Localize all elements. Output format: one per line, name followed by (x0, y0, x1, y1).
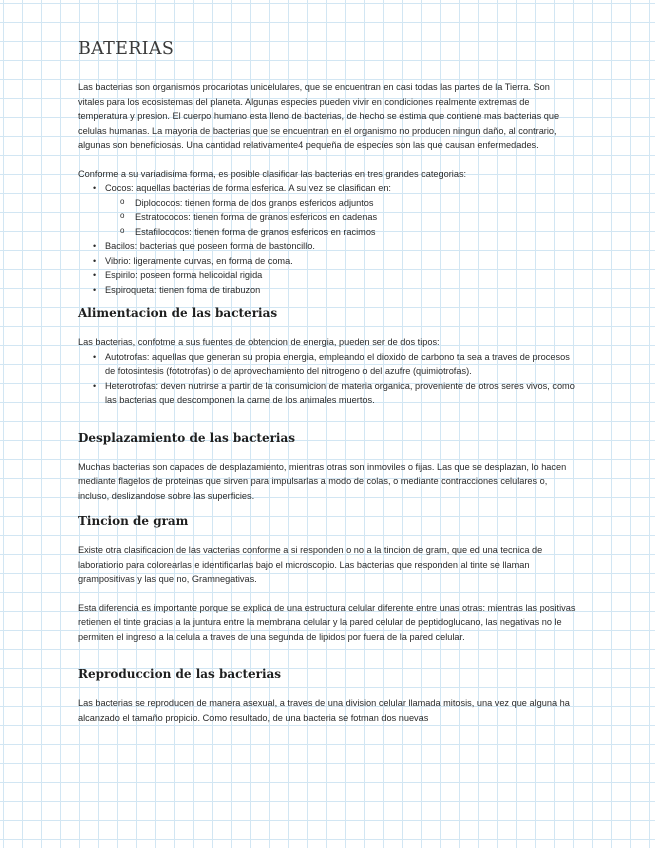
intro-paragraph: Las bacterias son organismos procariotas unicelulares, que se encuentran en casi todas las partes de la Tierra. Son vitales para los ecosistemas del planeta. Algunas especies pueden vivir en condiciones realmente extremas de temperatura y presion. El cuerpo humano esta lleno de bacterias, de hecho se estima que contiene mas bacterias que celulas humanas. La mayoria de bacterias que se encuentran en el organismo no producen ningun daño, al contrario, algunas son beneficiosas. Una cantidad relativamente4 pequeña de especies son las que causan enfermedades. (78, 82, 560, 150)
cocos-sublist (78, 196, 578, 240)
alimentacion-lead: Las bacterias, confotme a sus fuentes de obtencion de energia, pueden ser de dos tipos: (78, 337, 440, 347)
list-item: • Autotrofas: aquellas que generan su propia energia, empleando el dioxido de carbono ta sea a traves de procesos de fotosintesis (fototrofas) o de aprovechamiento del nitrogeno o del azufre (quimiotrofas). (78, 350, 578, 379)
list-item: • Heterotrofas: deven nutrirse a partir de la consumicion de materia organica, proveniente de otros seres vivos, como las bacterias que descomponen la carne de los animales muertos. (78, 379, 578, 408)
classification-list (78, 181, 578, 297)
section-heading-tincion: Tincion de gram (78, 514, 189, 528)
list-item: • Bacilos: bacterias que poseen forma de bastoncillo. (78, 239, 578, 254)
desplazamiento-paragraph: Muchas bacterias son capaces de desplazamiento, mientras otras son inmoviles o fijas. Las que se desplazan, lo hacen mediante flagelos de proteinas que sirven para impulsarlas a modo de colas, o mediante contracciones celulares o, incluso, deslizandose sobre las superficies. (78, 461, 567, 501)
list-item: • Espiroqueta: tienen foma de tirabuzon (78, 283, 578, 298)
tincion-paragraph-1: Existe otra clasificacion de las vacterias conforme a si responden o no a la tincion de gram, que ed una tecnica de laboratiorio para colorearlas e identificarlas bajo el microscopio. Las bacterias que responden al tinte se llaman grampositivas y las que no, Gramnegativas. (78, 545, 543, 584)
document-title: BATERIAS (78, 39, 175, 59)
reproduccion-paragraph: Las bacterias se reproducen de manera asexual, a traves de una division celular llamada mitosis, una vez que alguna ha alcanzado el tamaño propicio. Como resultado, de una bacteria se fotman dos nuevas (78, 698, 570, 723)
alimentacion-list (78, 350, 578, 408)
section-heading-reproduccion: Reproduccion de las bacterias (78, 667, 282, 681)
classification-lead: Conforme a su variadisima forma, es posible clasificar las bacterias en tres grandes categorias: (78, 168, 467, 179)
list-item-cocos: • Cocos: aquellas bacterias de forma esferica. A su vez se clasifican en: o Diplococos: tienen forma de dos granos esfericos adjuntos o Estratococos: tienen forma de granos esfericos en cadenas o Estafilococos: tienen forma de granos esfericos en racimos (78, 181, 578, 239)
tincion-paragraph-2: Esta diferencia es importante porque se explica de una estructura celular diferente entre unas otras: mientras las positivas retienen el tinte gracias a la juntura entre la membrana celular y la pared celular de peptidoglucano, las negativas no le permiten el ingreso a la celula a traves de una segunda de lipidos por fuera de la pared celular. (78, 602, 576, 642)
list-item: o Estratococos: tienen forma de granos esfericos en cadenas (78, 210, 578, 225)
list-item: o Diplococos: tienen forma de dos granos esfericos adjuntos (78, 196, 578, 211)
section-heading-alimentacion: Alimentacion de las bacterias (78, 306, 278, 320)
document-page (78, 38, 578, 725)
list-item: • Espirilo: poseen forma helicoidal rigida (78, 268, 578, 283)
list-item: o Estafilococos: tienen forma de granos esfericos en racimos (78, 225, 578, 240)
section-heading-desplazamiento: Desplazamiento de las bacterias (78, 430, 295, 445)
list-item: • Vibrio: ligeramente curvas, en forma de coma. (78, 254, 578, 269)
